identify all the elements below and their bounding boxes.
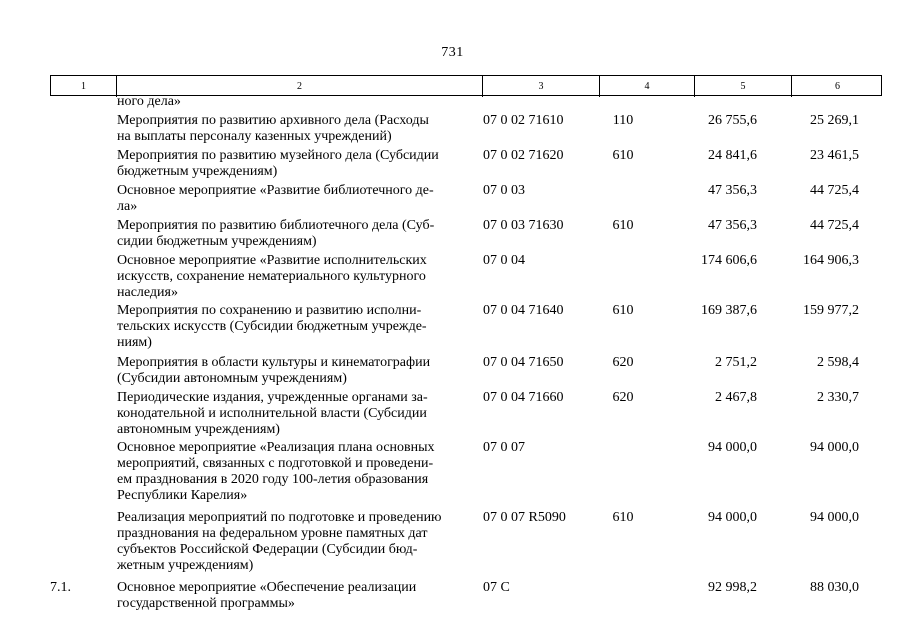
row-value-col5: 47 356,3 [708, 183, 757, 198]
description-line: Мероприятия в области культуры и кинематографии [117, 355, 431, 370]
row-expense-type: 610 [612, 148, 634, 163]
row-description [117, 113, 469, 145]
description-line: Мероприятия по развитию архивного дела (Расходы [117, 113, 429, 128]
row-value-col6: 44 725,4 [810, 183, 859, 198]
row-description [117, 440, 469, 504]
row-description [117, 253, 469, 301]
description-line: искусств, сохранение нематериального культурного [117, 269, 426, 284]
row-code: 07 0 04 [483, 253, 525, 268]
page-number: 731 [441, 45, 464, 60]
row-value-col6: 94 000,0 [810, 440, 859, 455]
row-value-col5: 94 000,0 [708, 510, 757, 525]
row-code: 07 0 03 [483, 183, 525, 198]
row-code: 07 0 03 71630 [483, 218, 564, 233]
description-line: Основное мероприятие «Развитие библиотечного де- [117, 183, 434, 198]
row-description [117, 390, 469, 438]
description-line: жетным учреждениям) [117, 558, 254, 573]
header-col-1: 1 [51, 76, 117, 97]
row-value-col5: 24 841,6 [708, 148, 757, 163]
description-line: Периодические издания, учрежденные органами за- [117, 390, 428, 405]
row-code: 07 0 07 R5090 [483, 510, 566, 525]
row-value-col5: 94 000,0 [708, 440, 757, 455]
row-value-col5: 26 755,6 [708, 113, 757, 128]
description-line: Реализация мероприятий по подготовке и проведению [117, 510, 442, 525]
description-line: Мероприятия по развитию библиотечного дела (Суб- [117, 218, 435, 233]
description-line: Основное мероприятие «Обеспечение реализации [117, 580, 417, 595]
header-col-6: 6 [835, 81, 840, 92]
description-line: бюджетным учреждениям) [117, 164, 278, 179]
row-description [117, 355, 469, 387]
description-line: тельских искусств (Субсидии бюджетным учрежде- [117, 319, 427, 334]
description-line: наследия» [117, 285, 178, 300]
row-description [117, 218, 469, 250]
row-code: 07 0 04 71640 [483, 303, 564, 318]
row-expense-type: 620 [612, 390, 634, 405]
description-line: Мероприятия по развитию музейного дела (Субсидии [117, 148, 439, 163]
row-description [117, 510, 469, 574]
row-description [117, 183, 469, 215]
row-description [117, 148, 469, 180]
header-col-2: 2 [117, 76, 483, 97]
row-code: 07 0 07 [483, 440, 525, 455]
header-col-3: 3 [483, 76, 600, 97]
description-line: ем празднования в 2020 году 100-летия образования [117, 472, 429, 487]
row-code: 07 0 04 71650 [483, 355, 564, 370]
header-col-5: 5 [695, 76, 792, 97]
row-description [117, 580, 469, 612]
description-line: сидии бюджетным учреждениям) [117, 234, 317, 249]
description-line: государственной программы» [117, 596, 295, 611]
row-code: 07 0 04 71660 [483, 390, 564, 405]
row-value-col5: 2 751,2 [715, 355, 757, 370]
row-value-col6: 2 330,7 [817, 390, 859, 405]
row-expense-type: 610 [612, 218, 634, 233]
row-code: 07 0 02 71610 [483, 113, 564, 128]
description-line: Основное мероприятие «Реализация плана основных [117, 440, 435, 455]
description-line: ла» [117, 199, 138, 214]
description-line: Республики Карелия» [117, 488, 248, 503]
description-line: субъектов Российской Федерации (Субсидии бюд- [117, 542, 418, 557]
header-col-4: 4 [600, 76, 695, 97]
row-value-col5: 47 356,3 [708, 218, 757, 233]
row-expense-type: 610 [612, 510, 634, 525]
row-value-col6: 2 598,4 [817, 355, 859, 370]
row-value-col6: 88 030,0 [810, 580, 859, 595]
description-line: мероприятий, связанных с подготовкой и проведени- [117, 456, 434, 471]
row-value-col6: 23 461,5 [810, 148, 859, 163]
table-header [50, 75, 882, 96]
description-line: (Субсидии автономным учреждениям) [117, 371, 347, 386]
row-value-col5: 2 467,8 [715, 390, 757, 405]
description-line: празднования на федеральном уровне памятных дат [117, 526, 428, 541]
row-expense-type: 620 [612, 355, 634, 370]
description-line: Основное мероприятие «Развитие исполнительских [117, 253, 427, 268]
row-value-col6: 94 000,0 [810, 510, 859, 525]
row-value-col6: 164 906,3 [803, 253, 859, 268]
row-expense-type: 110 [612, 113, 634, 128]
row-value-col5: 92 998,2 [708, 580, 757, 595]
row-value-col6: 25 269,1 [810, 113, 859, 128]
row-description [117, 303, 469, 351]
row-expense-type: 610 [612, 303, 634, 318]
description-line: автономным учреждениям) [117, 422, 280, 437]
row-code: 07 С [483, 580, 510, 595]
row-description [117, 94, 469, 110]
row-code: 07 0 02 71620 [483, 148, 564, 163]
description-line: ниям) [117, 335, 152, 350]
description-line: ного дела» [117, 94, 181, 109]
row-value-col6: 44 725,4 [810, 218, 859, 233]
description-line: конодательной и исполнительной власти (Субсидии [117, 406, 427, 421]
row-value-col5: 169 387,6 [701, 303, 757, 318]
description-line: Мероприятия по сохранению и развитию исполни- [117, 303, 422, 318]
description-line: на выплаты персоналу казенных учреждений) [117, 129, 392, 144]
row-value-col6: 159 977,2 [803, 303, 859, 318]
row-value-col5: 174 606,6 [701, 253, 757, 268]
row-number: 7.1. [50, 580, 71, 595]
